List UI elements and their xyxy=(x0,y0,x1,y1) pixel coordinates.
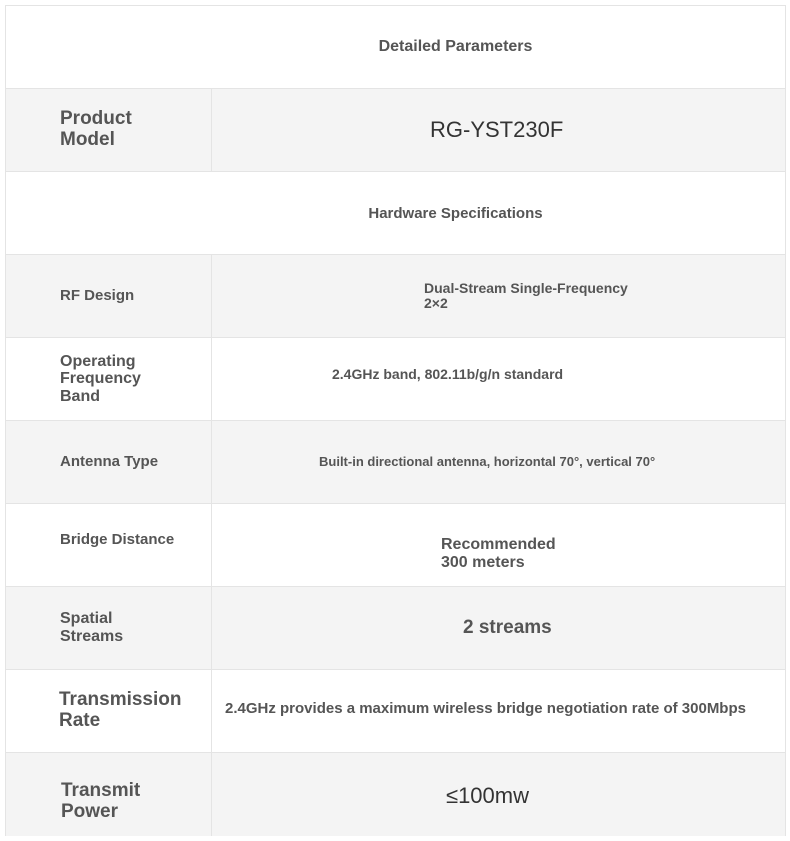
product-model-value: RG-YST230F xyxy=(430,116,564,142)
spatial-streams-label: Spatial Streams xyxy=(6,587,212,669)
hardware-section-title: Hardware Specifications xyxy=(368,204,543,222)
transmission-rate-value: 2.4GHz provides a maximum wireless bridge negotiation rate of 300Mbps xyxy=(225,699,746,717)
antenna-type-row xyxy=(6,421,786,504)
antenna-type-value: Built-in directional antenna, horizontal 70°, vertical 70° xyxy=(319,453,656,469)
product-model-row xyxy=(6,89,786,172)
rf-design-value: Dual-Stream Single-Frequency 2×2 xyxy=(424,279,628,311)
bridge-distance-label: Bridge Distance xyxy=(6,504,212,586)
bridge-distance-row xyxy=(6,504,786,587)
rf-design-row xyxy=(6,255,786,338)
transmit-power-value: ≤100mw xyxy=(446,783,529,809)
product-model-label: Product Model xyxy=(6,89,212,171)
transmission-rate-row xyxy=(6,670,786,753)
bridge-distance-value: Recommended 300 meters xyxy=(441,536,556,571)
antenna-type-label: Antenna Type xyxy=(6,421,212,503)
frequency-band-value: 2.4GHz band, 802.11b/g/n standard xyxy=(332,366,564,383)
spatial-streams-value: 2 streams xyxy=(463,616,552,638)
transmit-power-row xyxy=(6,753,786,836)
transmit-power-label: Transmit Power xyxy=(6,753,212,836)
title-row xyxy=(6,6,786,89)
hardware-section-row xyxy=(6,172,786,255)
spatial-streams-row xyxy=(6,587,786,670)
frequency-band-label: Operating Frequency Band xyxy=(6,338,212,420)
frequency-band-row xyxy=(6,338,786,421)
rf-design-label: RF Design xyxy=(6,255,212,337)
table-title: Detailed Parameters xyxy=(378,38,533,55)
transmission-rate-label: Transmission Rate xyxy=(6,670,212,752)
parameters-table xyxy=(5,5,786,836)
